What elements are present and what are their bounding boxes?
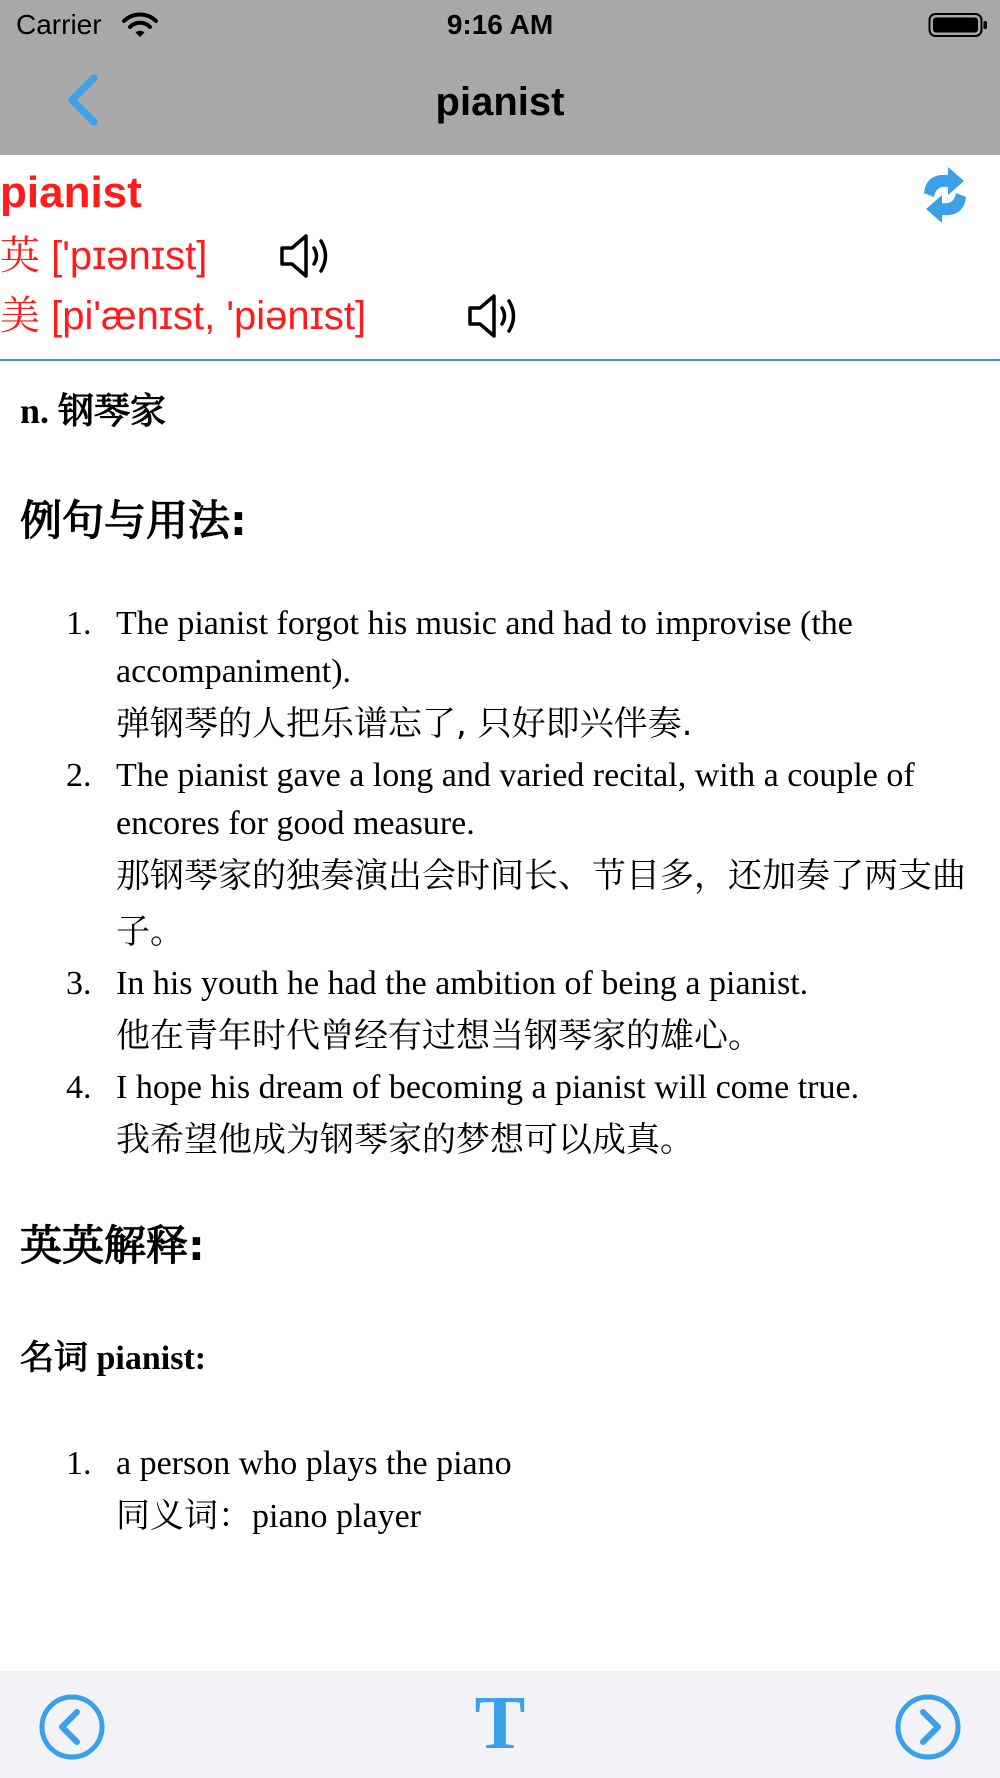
us-label: 美 — [0, 293, 40, 339]
uk-pronunciation — [0, 231, 207, 281]
headword: pianist — [0, 168, 142, 217]
list-item-number: 1. — [66, 1445, 92, 1482]
synonym-value: piano player — [252, 1498, 421, 1535]
example-english: In his youth he had the ambition of being a pianist. — [116, 965, 809, 1002]
list-item-number: 2. — [66, 757, 92, 794]
synonym-label: 同义词： — [116, 1496, 252, 1536]
carrier-label: Carrier — [16, 9, 102, 40]
font-size-button-container — [0, 1683, 1000, 1763]
font-size-button[interactable]: T — [474, 1681, 526, 1765]
example-english: The pianist forgot his music and had to improvise (the accompaniment). — [116, 605, 853, 690]
definition-content — [0, 363, 1000, 1671]
example-chinese: 那钢琴家的独奏演出会时间长、节目多，还加奏了两支曲子。 — [116, 856, 966, 952]
example-english: I hope his dream of becoming a pianist will come true. — [116, 1069, 860, 1106]
speaker-icon[interactable] — [278, 230, 332, 282]
battery-icon — [928, 10, 988, 40]
english-definition: a person who plays the piano — [116, 1445, 512, 1482]
synonym-line — [116, 1488, 976, 1545]
list-item-number: 3. — [66, 965, 92, 1002]
uk-label: 英 — [0, 233, 40, 279]
page-title: pianist — [435, 80, 565, 124]
circle-chevron-right-icon[interactable] — [894, 1693, 962, 1761]
english-english-pos-label: 名词 pianist: — [20, 1340, 207, 1377]
navigation-bar — [0, 0, 1000, 155]
status-time: 9:16 AM — [446, 9, 554, 40]
example-chinese: 我希望他成为钢琴家的梦想可以成真。 — [116, 1120, 694, 1160]
example-english: The pianist gave a long and varied recital, with a couple of encores for good measure. — [116, 757, 915, 842]
english-english-section-title: 英英解释: — [20, 1221, 205, 1270]
speaker-icon[interactable] — [466, 290, 520, 342]
list-item-number: 4. — [66, 1069, 92, 1106]
examples-section-title: 例句与用法: — [20, 496, 247, 545]
example-chinese: 他在青年时代曾经有过想当钢琴家的雄心。 — [116, 1016, 762, 1056]
list-item-number: 1. — [66, 605, 92, 642]
part-of-speech-definition: n. 钢琴家 — [20, 391, 167, 431]
us-phonetic: [pi'ænɪst, 'piənɪst] — [51, 294, 367, 338]
word-header — [0, 155, 1000, 361]
us-pronunciation — [0, 291, 366, 341]
uk-phonetic: ['pɪənɪst] — [51, 234, 208, 278]
refresh-icon[interactable] — [916, 163, 974, 227]
example-chinese: 弹钢琴的人把乐谱忘了, 只好即兴伴奏. — [116, 704, 693, 744]
circle-chevron-left-icon[interactable] — [38, 1693, 106, 1761]
bottom-toolbar — [0, 1671, 1000, 1778]
